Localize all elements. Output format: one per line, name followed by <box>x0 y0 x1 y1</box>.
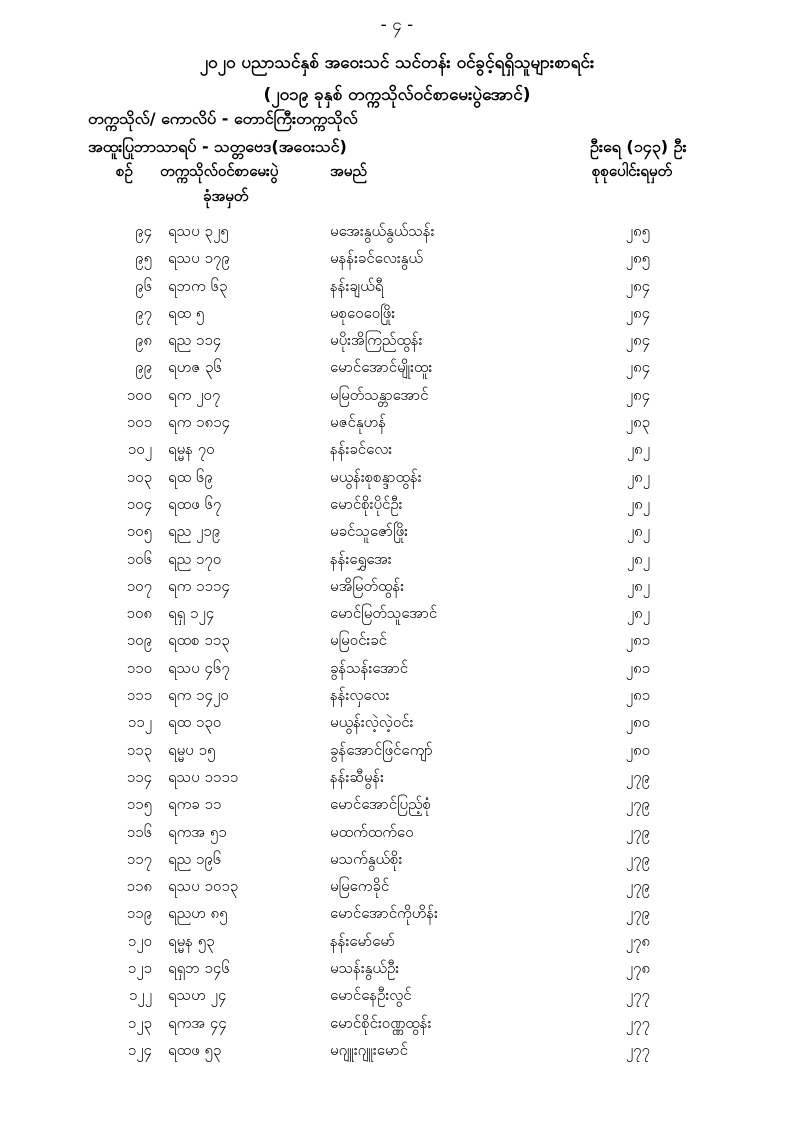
roll-number: ရက ၂၀၇ <box>168 385 221 404</box>
roll-number: ရရှဘ ၁၄၆ <box>168 959 230 978</box>
header-marks: စုစုပေါင်းရမှတ် <box>592 162 673 180</box>
roll-number: ရဘက ၆၃ <box>168 276 228 295</box>
total-marks: ၂၈၁ <box>625 631 650 650</box>
row-number: ၁၀၉ <box>126 631 152 650</box>
roll-number: ရသပ ၁၇၉ <box>168 249 230 268</box>
row-number: ၁၂၁ <box>127 959 152 978</box>
table-row <box>0 631 794 658</box>
roll-number: ရဟဇ ၃၆ <box>168 358 222 377</box>
table-row <box>0 986 794 1013</box>
page-number: - ၄ - <box>380 15 414 35</box>
table-row <box>0 877 794 904</box>
table-row <box>0 550 794 577</box>
student-name: ခွန်အောင်ဖြင်ကျော် <box>330 740 433 759</box>
total-marks: ၂၇၉ <box>625 795 650 814</box>
total-marks: ၂၇၉ <box>625 767 650 786</box>
total-marks: ၂၇၉ <box>625 904 650 923</box>
university-label: တက္ကသိုလ်/ ကောလိပ် - တောင်ကြီးတက္ကသိုလ် <box>88 109 358 128</box>
roll-number: ရမ္မန ၅၃ <box>168 931 215 950</box>
row-number: ၁၀၈ <box>126 604 152 623</box>
roll-number: ရက ၁၁၁၄ <box>168 576 230 595</box>
total-marks: ၂၈၂ <box>626 576 650 595</box>
table-row <box>0 795 794 822</box>
table-row <box>0 659 794 686</box>
student-name: မောင်စိုးပိုင်ဦး <box>330 494 403 513</box>
table-row <box>0 1014 794 1041</box>
title-line-1: ၂၀၂၀ ပညာသင်နှစ် အဝေးသင် သင်တန်း ဝင်ခွင့်ရရှိသူများစာရင်း <box>199 53 595 73</box>
table-row <box>0 713 794 740</box>
student-name: မမြဝင်းခင် <box>330 631 387 650</box>
total-marks: ၂၇၇ <box>625 1013 650 1032</box>
table-row <box>0 741 794 768</box>
total-marks: ၂၈၁ <box>625 686 650 705</box>
table-row <box>0 932 794 959</box>
row-number: ၉၅ <box>135 249 152 268</box>
row-number: ၁၀၆ <box>126 549 152 568</box>
row-number: ၉၆ <box>135 276 152 295</box>
roll-number: ရသပ ၁၁၁၁ <box>168 767 239 786</box>
student-name: ခွန်သန်းအောင် <box>330 658 409 677</box>
student-name: မထက်ထက်ဝေ <box>330 822 414 841</box>
header-name: အမည် <box>330 162 367 180</box>
total-marks: ၂၈၄ <box>625 303 650 322</box>
student-name: မောင်စိုင်းဝဏ္ဏထွန်း <box>330 1013 432 1032</box>
row-number: ၉၄ <box>135 222 152 240</box>
student-name: မခင်သူဇော်ဖြိုး <box>330 522 408 541</box>
total-marks: ၂၈၀ <box>625 713 650 732</box>
student-name: နန်းချယ်ရီ <box>330 276 384 295</box>
roll-number: ရည ၁၁၄ <box>168 331 222 350</box>
table-row <box>0 1041 794 1068</box>
table-row <box>0 331 794 358</box>
student-name: နန်းဆီမွန်း <box>330 767 384 786</box>
total-count: ဦးရေ (၁၄၃) ဦး <box>590 137 687 156</box>
student-name: မယွန်းစုစန္ဒာထွန်း <box>330 467 422 486</box>
student-name: နန်းရွှေအေး <box>330 549 392 568</box>
total-marks: ၂၈၅ <box>625 222 650 240</box>
student-name: မယွန်းလဲ့လဲ့ဝင်း <box>330 713 414 732</box>
row-number: ၁၀၁ <box>126 413 152 432</box>
roll-number: ရထဖ ၆၇ <box>168 494 222 513</box>
total-marks: ၂၈၂ <box>626 604 650 623</box>
row-number: ၁၂၂ <box>128 986 152 1005</box>
row-number: ၁၁၂ <box>127 713 152 732</box>
table-row <box>0 522 794 549</box>
roll-number: ရကအ ၄၄ <box>168 1013 227 1032</box>
row-number: ၉၉ <box>135 358 152 377</box>
table-row <box>0 386 794 413</box>
table-row <box>0 768 794 795</box>
roll-number: ရသပ ၁၀၁၃ <box>168 877 239 896</box>
table-row <box>0 440 794 467</box>
roll-number: ရသဟ ၂၄ <box>168 986 227 1005</box>
total-marks: ၂၈၀ <box>625 740 650 759</box>
title-line-2: (၂၀၁၉ ခုနှစ် တက္ကသိုလ်ဝင်စာမေးပွဲအောင်) <box>263 85 531 105</box>
table-row <box>0 222 794 249</box>
row-number: ၁၁၁ <box>126 686 152 705</box>
roll-number: ရထ ၁၃၀ <box>168 713 222 732</box>
total-marks: ၂၈၁ <box>625 658 650 677</box>
student-name: မအေးနွယ်နွယ်သန်း <box>330 222 435 240</box>
student-name: နန်းလှလေး <box>330 686 390 705</box>
table-row <box>0 959 794 986</box>
table-row <box>0 277 794 304</box>
student-name: မမြတ်သန္တာအောင် <box>330 385 429 404</box>
table-row <box>0 413 794 440</box>
student-name: မောင်အောင်မျိုးထူး <box>330 358 433 377</box>
total-marks: ၂၇၈ <box>625 959 650 978</box>
row-number: ၁၀၃ <box>126 467 152 486</box>
roll-number: ရကခ ၁၁ <box>168 795 222 814</box>
student-name: မောင်နေဦးလွင် <box>330 986 412 1005</box>
row-number: ၁၀၂ <box>127 440 152 459</box>
student-name: မောင်အောင်ကိုဟိန်း <box>330 904 438 923</box>
total-marks: ၂၈၂ <box>626 440 650 459</box>
row-number: ၁၁၀ <box>126 658 152 677</box>
roll-number: ရထဖ ၅၃ <box>168 1040 222 1059</box>
student-name: မအိမြတ်ထွန်း <box>330 576 405 595</box>
total-marks: ၂၈၄ <box>625 385 650 404</box>
student-name: မသက်နွယ်စိုး <box>330 849 403 868</box>
student-name: မစုဝေဝေဖြိုး <box>330 303 396 322</box>
row-number: ၁၂၀ <box>127 931 152 950</box>
table-row <box>0 304 794 331</box>
student-name: မသန်းနွယ်ဦး <box>330 959 400 978</box>
student-name: မဇင်နုဟန် <box>330 413 387 432</box>
table-row <box>0 904 794 931</box>
roll-number: ရည ၁၇၀ <box>168 549 222 568</box>
row-number: ၁၁၉ <box>126 904 152 923</box>
row-number: ၁၀၄ <box>126 494 152 513</box>
roll-number: ရထ ၅ <box>168 303 205 322</box>
total-marks: ၂၈၃ <box>625 413 650 432</box>
row-number: ၁၁၅ <box>126 795 152 814</box>
total-marks: ၂၈၄ <box>625 358 650 377</box>
table-row <box>0 495 794 522</box>
student-name: နန်းခင်လေး <box>330 440 393 459</box>
student-name: နန်းမော်မော် <box>330 931 396 950</box>
table-row <box>0 358 794 385</box>
student-name: မပိုးအိကြည်ထွန်း <box>330 331 423 350</box>
row-number: ၁၁၇ <box>126 849 152 868</box>
major-label: အထူးပြုဘာသာရပ် - သတ္တဗေဒ(အဝေးသင်) <box>88 137 347 156</box>
row-number: ၉၈ <box>134 331 152 350</box>
row-number: ၁၁၃ <box>126 740 152 759</box>
row-number: ၁၂၄ <box>127 1040 152 1059</box>
total-marks: ၂၇၈ <box>625 931 650 950</box>
roll-number: ရည ၁၉၆ <box>168 849 222 868</box>
total-marks: ၂၇၉ <box>625 849 650 868</box>
total-marks: ၂၇၉ <box>625 822 650 841</box>
table-row <box>0 686 794 713</box>
roll-number: ရက ၁၄၂၀ <box>168 686 229 705</box>
roll-number: ရထ ၆၉ <box>168 467 213 486</box>
table-row <box>0 604 794 631</box>
roll-number: ရညဟ ၈၅ <box>168 904 228 923</box>
row-number: ၁၁၈ <box>126 877 152 896</box>
total-marks: ၂၈၅ <box>625 249 650 268</box>
roll-number: ရသပ ၃၂၅ <box>168 222 229 240</box>
student-name: မောင်မြတ်သူအောင် <box>330 604 438 623</box>
results-table <box>0 222 794 1068</box>
student-name: မနန်းခင်လေးနွယ် <box>330 249 423 268</box>
roll-number: ရရှ ၁၂၄ <box>168 604 215 623</box>
row-number: ၉၇ <box>135 303 152 322</box>
table-row <box>0 577 794 604</box>
header-roll-line2: ခုံအမှတ် <box>203 187 249 205</box>
total-marks: ၂၈၂ <box>626 522 650 541</box>
row-number: ၁၁၄ <box>126 767 152 786</box>
student-name: မမြကေခိုင် <box>330 877 390 896</box>
table-row <box>0 823 794 850</box>
roll-number: ရကအ ၅၁ <box>168 822 227 841</box>
total-marks: ၂၇၇ <box>625 1040 650 1059</box>
roll-number: ရမ္မန ၇၀ <box>168 440 215 459</box>
student-name: မောင်အောင်ပြည့်စုံ <box>330 795 432 814</box>
total-marks: ၂၈၄ <box>625 276 650 295</box>
total-marks: ၂၇၉ <box>625 877 650 896</box>
student-name: မဂျူးဂျူးမောင် <box>330 1040 408 1059</box>
total-marks: ၂၈၂ <box>626 467 650 486</box>
row-number: ၁၀၀ <box>126 385 152 404</box>
row-number: ၁၀၅ <box>126 522 152 541</box>
total-marks: ၂၇၇ <box>625 986 650 1005</box>
table-row <box>0 468 794 495</box>
total-marks: ၂၈၄ <box>625 331 650 350</box>
roll-number: ရသပ ၄၆၇ <box>168 658 230 677</box>
total-marks: ၂၈၂ <box>626 494 650 513</box>
roll-number: ရက ၁၈၁၄ <box>168 413 230 432</box>
roll-number: ရမ္မပ ၁၅ <box>168 740 216 759</box>
roll-number: ရထစ ၁၁၃ <box>168 631 230 650</box>
row-number: ၁၀၇ <box>126 576 152 595</box>
header-no: စဉ် <box>116 162 133 180</box>
row-number: ၁၁၆ <box>126 822 152 841</box>
table-row <box>0 249 794 276</box>
roll-number: ရည ၂၁၉ <box>168 522 221 541</box>
total-marks: ၂၈၂ <box>626 549 650 568</box>
header-roll: တက္ကသိုလ်ဝင်စာမေးပွဲ <box>160 162 279 180</box>
row-number: ၁၂၃ <box>127 1013 152 1032</box>
table-row <box>0 850 794 877</box>
